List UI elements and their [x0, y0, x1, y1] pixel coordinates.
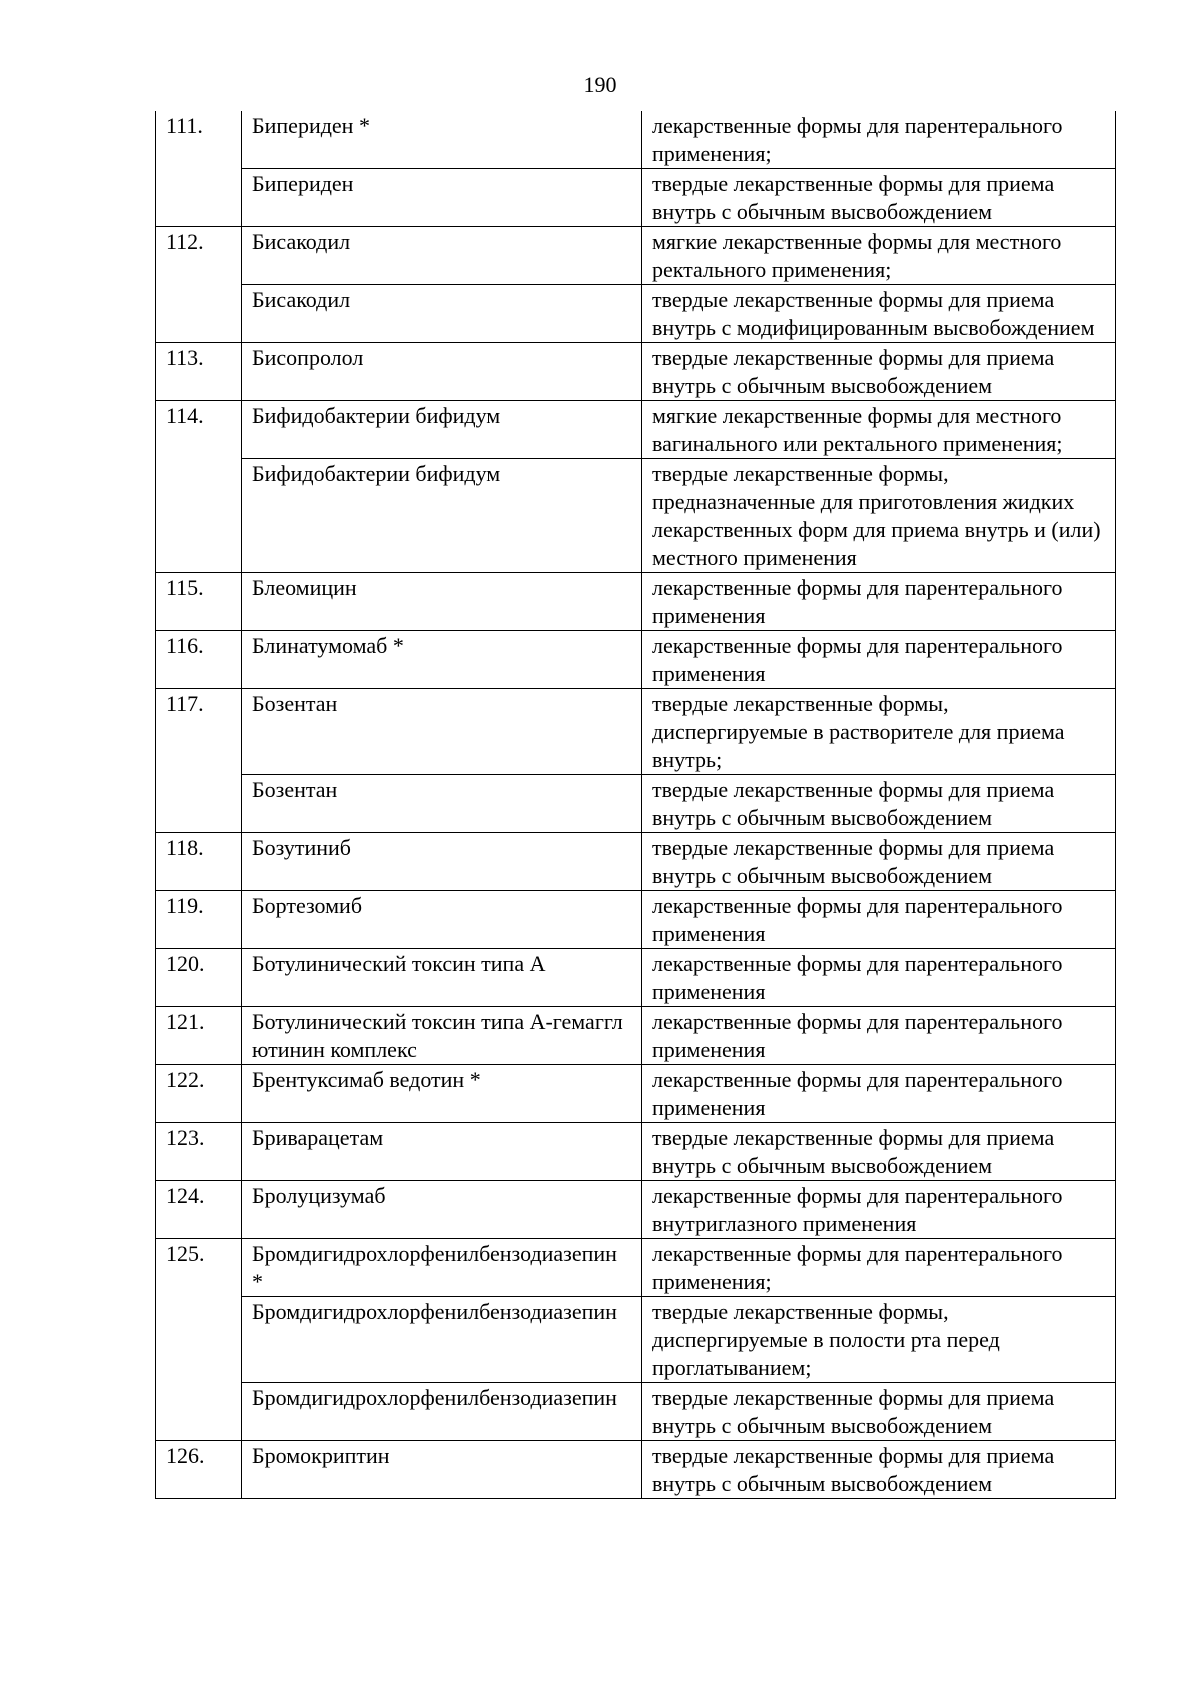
table-row — [156, 631, 1116, 689]
dosage-form: лекарственные формы для парентерального применения — [642, 1065, 1116, 1123]
dosage-form: лекарственные формы для парентерального применения — [642, 891, 1116, 949]
drug-name: Бролуцизумаб — [242, 1181, 642, 1239]
drug-name: Бромдигидрохлорфенилбензодиазепин * — [242, 1239, 642, 1297]
row-number: 112. — [156, 227, 242, 343]
table-row — [156, 775, 1116, 833]
table-row — [156, 227, 1116, 285]
drug-name: Бромокриптин — [242, 1441, 642, 1499]
drug-name: Бисопролол — [242, 343, 642, 401]
drug-name: Блеомицин — [242, 573, 642, 631]
table-row — [156, 111, 1116, 169]
drug-name: Бисакодил — [242, 285, 642, 343]
table-row — [156, 1297, 1116, 1383]
table-row — [156, 169, 1116, 227]
dosage-form: твердые лекарственные формы для приема внутрь с обычным высвобождением — [642, 1123, 1116, 1181]
row-number: 111. — [156, 111, 242, 227]
drug-name: Бриварацетам — [242, 1123, 642, 1181]
table-row — [156, 1239, 1116, 1297]
table-row — [156, 343, 1116, 401]
row-number: 115. — [156, 573, 242, 631]
table-row — [156, 285, 1116, 343]
dosage-form: мягкие лекарственные формы для местного ректального применения; — [642, 227, 1116, 285]
table-row — [156, 1007, 1116, 1065]
drug-name: Ботулинический токсин типа А-гемагглютинин комплекс — [242, 1007, 642, 1065]
drug-name: Ботулинический токсин типа А — [242, 949, 642, 1007]
dosage-form: лекарственные формы для парентерального применения — [642, 1007, 1116, 1065]
drug-name: Бифидобактерии бифидум — [242, 401, 642, 459]
dosage-form: твердые лекарственные формы, диспергируемые в растворителе для приема внутрь; — [642, 689, 1116, 775]
row-number: 122. — [156, 1065, 242, 1123]
dosage-form: твердые лекарственные формы для приема внутрь с обычным высвобождением — [642, 775, 1116, 833]
drug-table — [155, 111, 1116, 1499]
drug-name: Бромдигидрохлорфенилбензодиазепин — [242, 1383, 642, 1441]
row-number: 121. — [156, 1007, 242, 1065]
table-row — [156, 1123, 1116, 1181]
drug-table-body — [156, 111, 1116, 1499]
dosage-form: лекарственные формы для парентерального применения; — [642, 1239, 1116, 1297]
dosage-form: твердые лекарственные формы для приема внутрь с обычным высвобождением — [642, 169, 1116, 227]
drug-name: Бозентан — [242, 775, 642, 833]
row-number: 120. — [156, 949, 242, 1007]
drug-name: Бипериден — [242, 169, 642, 227]
page-number: 190 — [583, 72, 617, 97]
dosage-form: твердые лекарственные формы для приема внутрь с обычным высвобождением — [642, 343, 1116, 401]
row-number: 116. — [156, 631, 242, 689]
drug-name: Бромдигидрохлорфенилбензодиазепин — [242, 1297, 642, 1383]
dosage-form: твердые лекарственные формы для приема внутрь с обычным высвобождением — [642, 833, 1116, 891]
row-number: 124. — [156, 1181, 242, 1239]
table-row — [156, 833, 1116, 891]
drug-name: Бипериден * — [242, 111, 642, 169]
drug-name: Блинатумомаб * — [242, 631, 642, 689]
dosage-form: мягкие лекарственные формы для местного вагинального или ректального применения; — [642, 401, 1116, 459]
row-number: 114. — [156, 401, 242, 573]
table-row — [156, 1181, 1116, 1239]
table-row — [156, 573, 1116, 631]
dosage-form: лекарственные формы для парентерального применения — [642, 573, 1116, 631]
drug-name: Бифидобактерии бифидум — [242, 459, 642, 573]
dosage-form: лекарственные формы для парентерального применения; — [642, 111, 1116, 169]
table-row — [156, 1065, 1116, 1123]
row-number: 118. — [156, 833, 242, 891]
row-number: 126. — [156, 1441, 242, 1499]
dosage-form: твердые лекарственные формы, диспергируемые в полости рта перед проглатыванием; — [642, 1297, 1116, 1383]
table-row — [156, 1383, 1116, 1441]
drug-name: Бортезомиб — [242, 891, 642, 949]
table-row — [156, 1441, 1116, 1499]
dosage-form: лекарственные формы для парентерального применения — [642, 631, 1116, 689]
table-row — [156, 949, 1116, 1007]
row-number: 117. — [156, 689, 242, 833]
table-row — [156, 401, 1116, 459]
table-row — [156, 459, 1116, 573]
table-row — [156, 689, 1116, 775]
drug-name: Бисакодил — [242, 227, 642, 285]
row-number: 123. — [156, 1123, 242, 1181]
dosage-form: твердые лекарственные формы для приема внутрь с обычным высвобождением — [642, 1383, 1116, 1441]
dosage-form: твердые лекарственные формы, предназначенные для приготовления жидких лекарственных форм для приема внутрь и (или) местного применения — [642, 459, 1116, 573]
dosage-form: лекарственные формы для парентерального внутриглазного применения — [642, 1181, 1116, 1239]
drug-name: Брентуксимаб ведотин * — [242, 1065, 642, 1123]
dosage-form: твердые лекарственные формы для приема внутрь с обычным высвобождением — [642, 1441, 1116, 1499]
drug-name: Бозентан — [242, 689, 642, 775]
row-number: 113. — [156, 343, 242, 401]
row-number: 119. — [156, 891, 242, 949]
dosage-form: лекарственные формы для парентерального применения — [642, 949, 1116, 1007]
row-number: 125. — [156, 1239, 242, 1441]
dosage-form: твердые лекарственные формы для приема внутрь с модифицированным высвобождением — [642, 285, 1116, 343]
drug-name: Бозутиниб — [242, 833, 642, 891]
table-row — [156, 891, 1116, 949]
